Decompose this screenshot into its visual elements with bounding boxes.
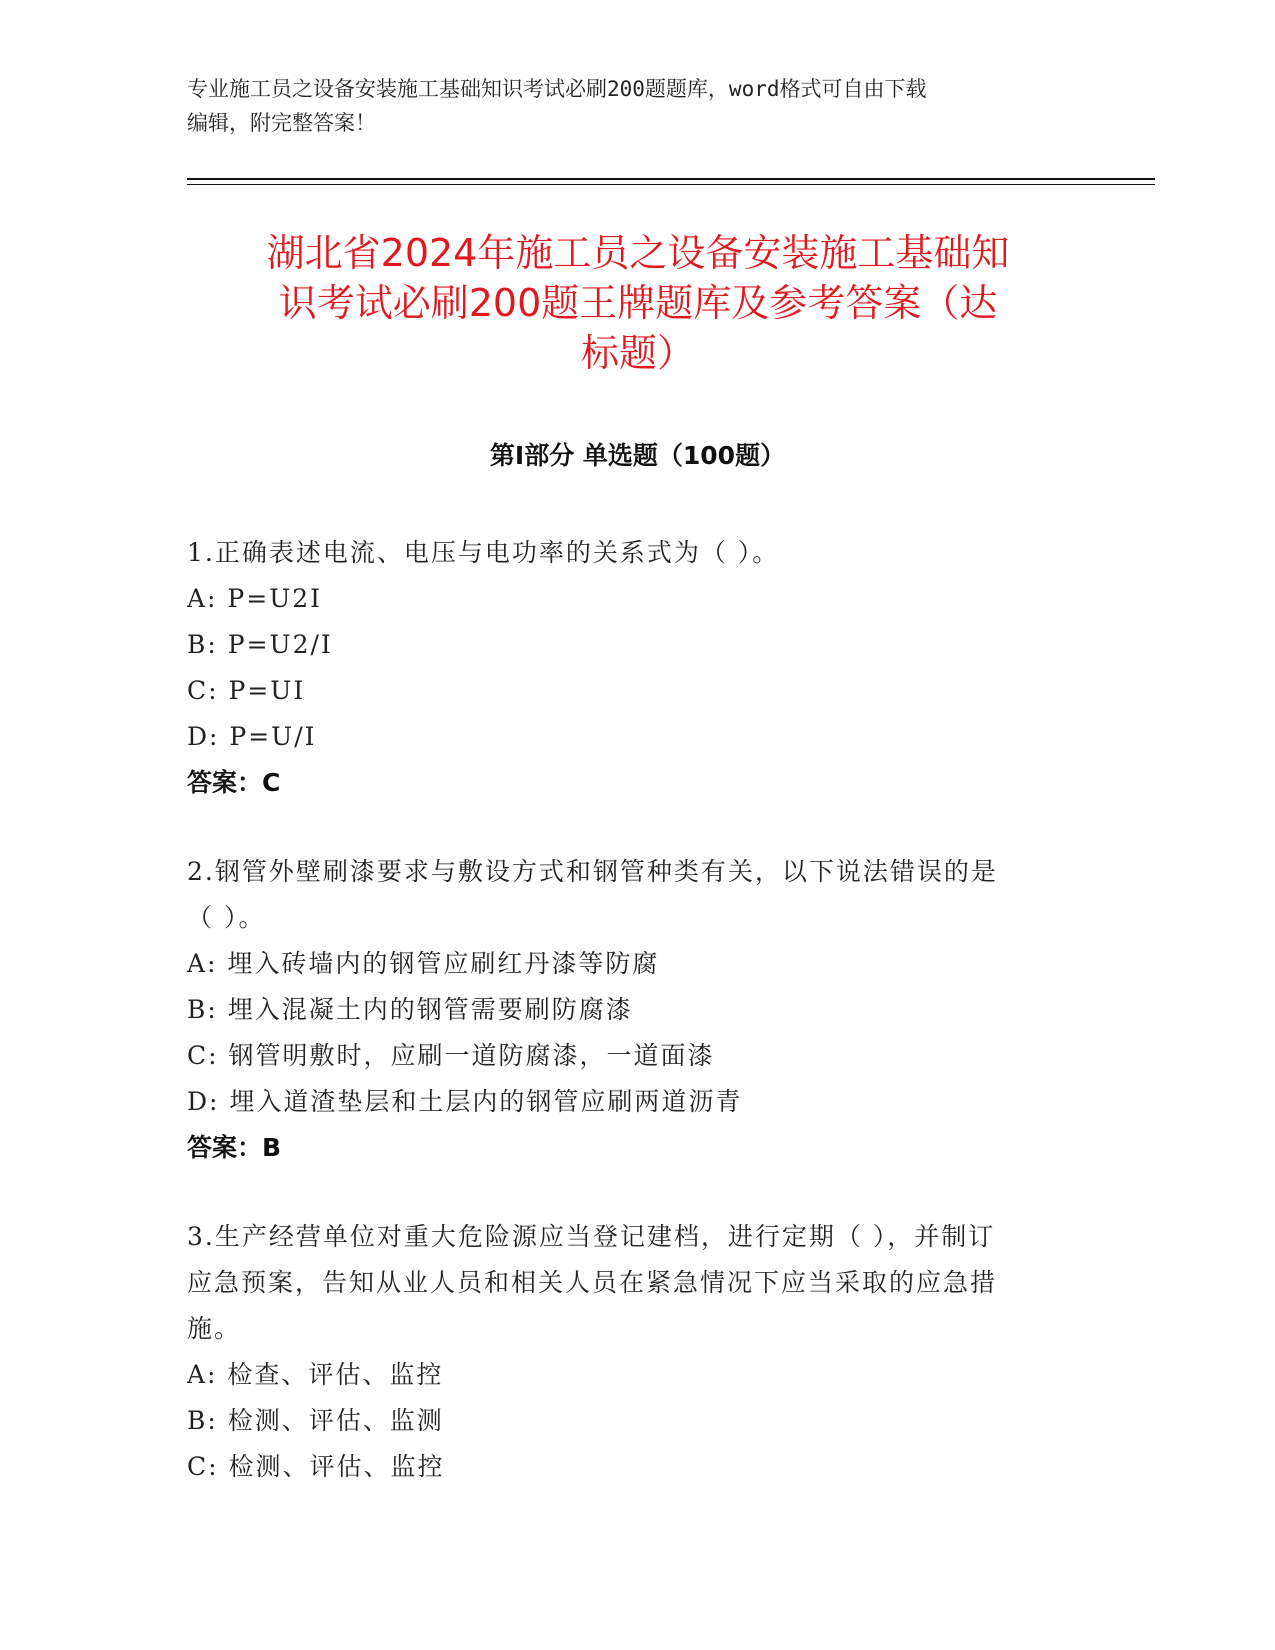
question-list xyxy=(187,530,1087,1490)
question-stem-line: 1.正确表述电流、电压与电功率的关系式为（ ）。 xyxy=(187,538,780,567)
question-3 xyxy=(187,1214,1087,1490)
document-title-line: 标题） xyxy=(580,331,695,375)
option-c: C: 钢管明敷时，应刷一道防腐漆，一道面漆 xyxy=(187,1041,715,1070)
question-stem xyxy=(187,1214,1087,1352)
section-title: 第Ⅰ部分 单选题（100题） xyxy=(489,441,786,470)
question-stem xyxy=(187,530,1087,576)
question-stem-line: 施。 xyxy=(187,1314,242,1343)
option-a: A: 检查、评估、监控 xyxy=(187,1360,444,1389)
question-stem-line: 3.生产经营单位对重大危险源应当登记建档，进行定期（ ），并制订 xyxy=(187,1222,996,1251)
option-d: D: P=U/I xyxy=(187,722,317,751)
question-stem-line: （ ）。 xyxy=(187,903,266,932)
option-b: B: 埋入混凝土内的钢管需要刷防腐漆 xyxy=(187,995,633,1024)
option-a: A: 埋入砖墙内的钢管应刷红丹漆等防腐 xyxy=(187,949,660,978)
answer-label: 答案：C xyxy=(187,768,281,797)
question-stem-line: 2.钢管外壁刷漆要求与敷设方式和钢管种类有关，以下说法错误的是 xyxy=(187,857,998,886)
option-c: C: P=UI xyxy=(187,676,306,705)
option-a: A: P=U2I xyxy=(187,584,323,613)
option-c: C: 检测、评估、监控 xyxy=(187,1452,445,1481)
option-b: B: P=U2/I xyxy=(187,630,333,659)
document-title-line: 识考试必刷200题王牌题库及参考答案（达 xyxy=(278,281,998,325)
header-divider-thin xyxy=(187,184,1155,185)
header-note xyxy=(187,72,1087,140)
answer-label: 答案：B xyxy=(187,1133,282,1162)
header-note-line: 专业施工员之设备安装施工基础知识考试必刷200题题库，word格式可自由下载 xyxy=(187,77,927,101)
document-title xyxy=(150,228,1126,378)
question-stem-line: 应急预案，告知从业人员和相关人员在紧急情况下应当采取的应急措 xyxy=(187,1268,998,1297)
question-2 xyxy=(187,849,1087,1171)
question-1 xyxy=(187,530,1087,806)
header-note-line: 编辑，附完整答案！ xyxy=(187,111,376,135)
question-stem xyxy=(187,849,1087,941)
option-b: B: 检测、评估、监测 xyxy=(187,1406,444,1435)
document-title-line: 湖北省2024年施工员之设备安装施工基础知 xyxy=(266,231,1010,275)
option-d: D: 埋入道渣垫层和土层内的钢管应刷两道沥青 xyxy=(187,1087,743,1116)
header-divider xyxy=(187,178,1155,180)
